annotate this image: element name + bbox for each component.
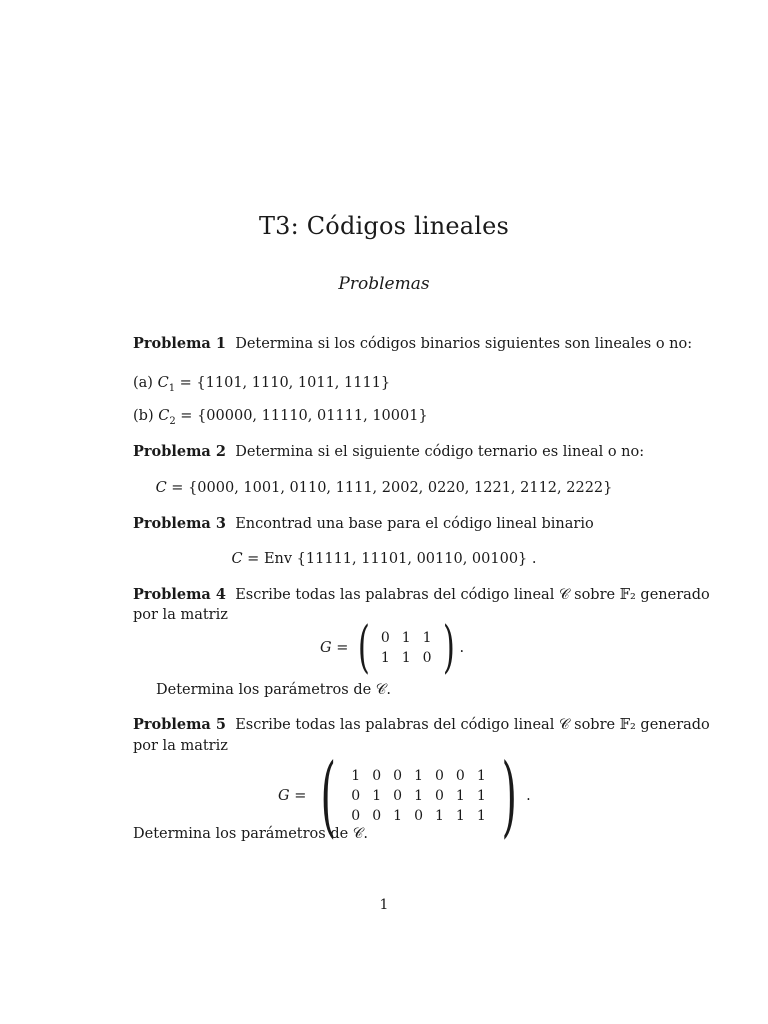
problem-4-text-2: por la matriz <box>133 607 228 623</box>
matrix-cell: 1 <box>422 630 432 646</box>
problem-4 <box>133 586 710 603</box>
matrix-label: G = <box>278 788 307 804</box>
code-symbol: C <box>231 551 243 567</box>
code-set: = {1101, 1110, 1011, 1111} <box>175 375 391 391</box>
left-paren: ( <box>320 744 336 847</box>
matrix-cell: 1 <box>401 630 411 646</box>
problem-2-text: Determina si el siguiente código ternario es lineal o no: <box>235 444 645 460</box>
item-b-label: (b) <box>133 408 154 424</box>
matrix-period: . <box>526 788 531 804</box>
matrix-cell: 1 <box>351 768 361 784</box>
problem-3 <box>133 515 594 532</box>
matrix-cell: 0 <box>393 768 403 784</box>
page-number: 1 <box>379 897 389 913</box>
code-set: = Env {11111, 11101, 00110, 00100} . <box>242 551 537 567</box>
code-symbol: C <box>155 480 167 496</box>
problem-2 <box>133 443 644 460</box>
problem-1-item-b <box>133 408 428 427</box>
matrix-cell: 1 <box>380 650 390 666</box>
problem-5 <box>133 716 710 733</box>
matrix-cell: 0 <box>372 808 382 824</box>
problem-2-equation <box>0 480 768 496</box>
matrix-table <box>375 628 438 668</box>
right-paren: ) <box>442 615 455 680</box>
matrix-label: G = <box>320 640 349 656</box>
problem-4-label: Problema 4 <box>133 586 226 603</box>
problem-1-item-a <box>133 375 390 394</box>
matrix-cell: 1 <box>414 788 423 804</box>
problem-3-label: Problema 3 <box>133 515 226 532</box>
problem-1-label: Problema 1 <box>133 335 226 352</box>
problem-3-equation <box>0 551 768 567</box>
matrix-cell: 0 <box>434 768 444 784</box>
matrix-cell: 1 <box>401 650 411 666</box>
code-subscript: 1 <box>168 382 176 394</box>
matrix-cell: 0 <box>434 788 444 804</box>
code-set: = {0000, 1001, 0110, 1111, 2002, 0220, 1221, 2112, 2222} <box>166 480 613 496</box>
code-symbol: C <box>157 375 169 391</box>
matrix-cell: 0 <box>422 650 432 666</box>
problem-4-text: Escribe todas las palabras del código lineal 𝒞 sobre 𝔽₂ generado <box>235 587 710 603</box>
problem-2-label: Problema 2 <box>133 443 226 460</box>
right-paren: ) <box>501 744 517 847</box>
page-subtitle: Problemas <box>338 274 430 294</box>
problem-5-params: Determina los parámetros de 𝒞. <box>133 826 368 842</box>
matrix-cell: 0 <box>380 630 390 646</box>
problem-4-params: Determina los parámetros de 𝒞. <box>156 682 391 698</box>
matrix-cell: 1 <box>476 788 486 804</box>
code-symbol: C <box>158 408 170 424</box>
problem-4-matrix <box>320 615 465 680</box>
problem-5-text-2: por la matriz <box>133 738 228 754</box>
matrix-cell: 1 <box>476 808 486 824</box>
item-a-label: (a) <box>133 375 153 391</box>
matrix-cell: 1 <box>476 768 486 784</box>
matrix-cell: 1 <box>414 768 423 784</box>
matrix-cell: 1 <box>393 808 403 824</box>
page-title: T3: Códigos lineales <box>258 212 510 240</box>
matrix-cell: 0 <box>351 808 361 824</box>
matrix-cell: 0 <box>372 768 382 784</box>
matrix-cell: 0 <box>393 788 403 804</box>
matrix-cell: 0 <box>455 768 465 784</box>
matrix-cell: 0 <box>351 788 361 804</box>
problem-1-text: Determina si los códigos binarios siguientes son lineales o no: <box>235 336 693 352</box>
problem-3-text: Encontrad una base para el código lineal binario <box>235 516 594 532</box>
matrix-cell: 0 <box>414 808 423 824</box>
problem-1 <box>133 335 692 352</box>
matrix-table <box>345 766 491 826</box>
code-subscript: 2 <box>169 415 176 427</box>
code-set: = {00000, 11110, 01111, 10001} <box>175 408 428 424</box>
left-paren: ( <box>357 615 370 680</box>
problem-5-text: Escribe todas las palabras del código lineal 𝒞 sobre 𝔽₂ generado <box>235 717 710 733</box>
problem-5-label: Problema 5 <box>133 716 226 733</box>
matrix-cell: 1 <box>434 808 444 824</box>
matrix-cell: 1 <box>455 788 465 804</box>
matrix-cell: 1 <box>372 788 382 804</box>
matrix-cell: 1 <box>455 808 465 824</box>
matrix-period: . <box>459 640 465 656</box>
